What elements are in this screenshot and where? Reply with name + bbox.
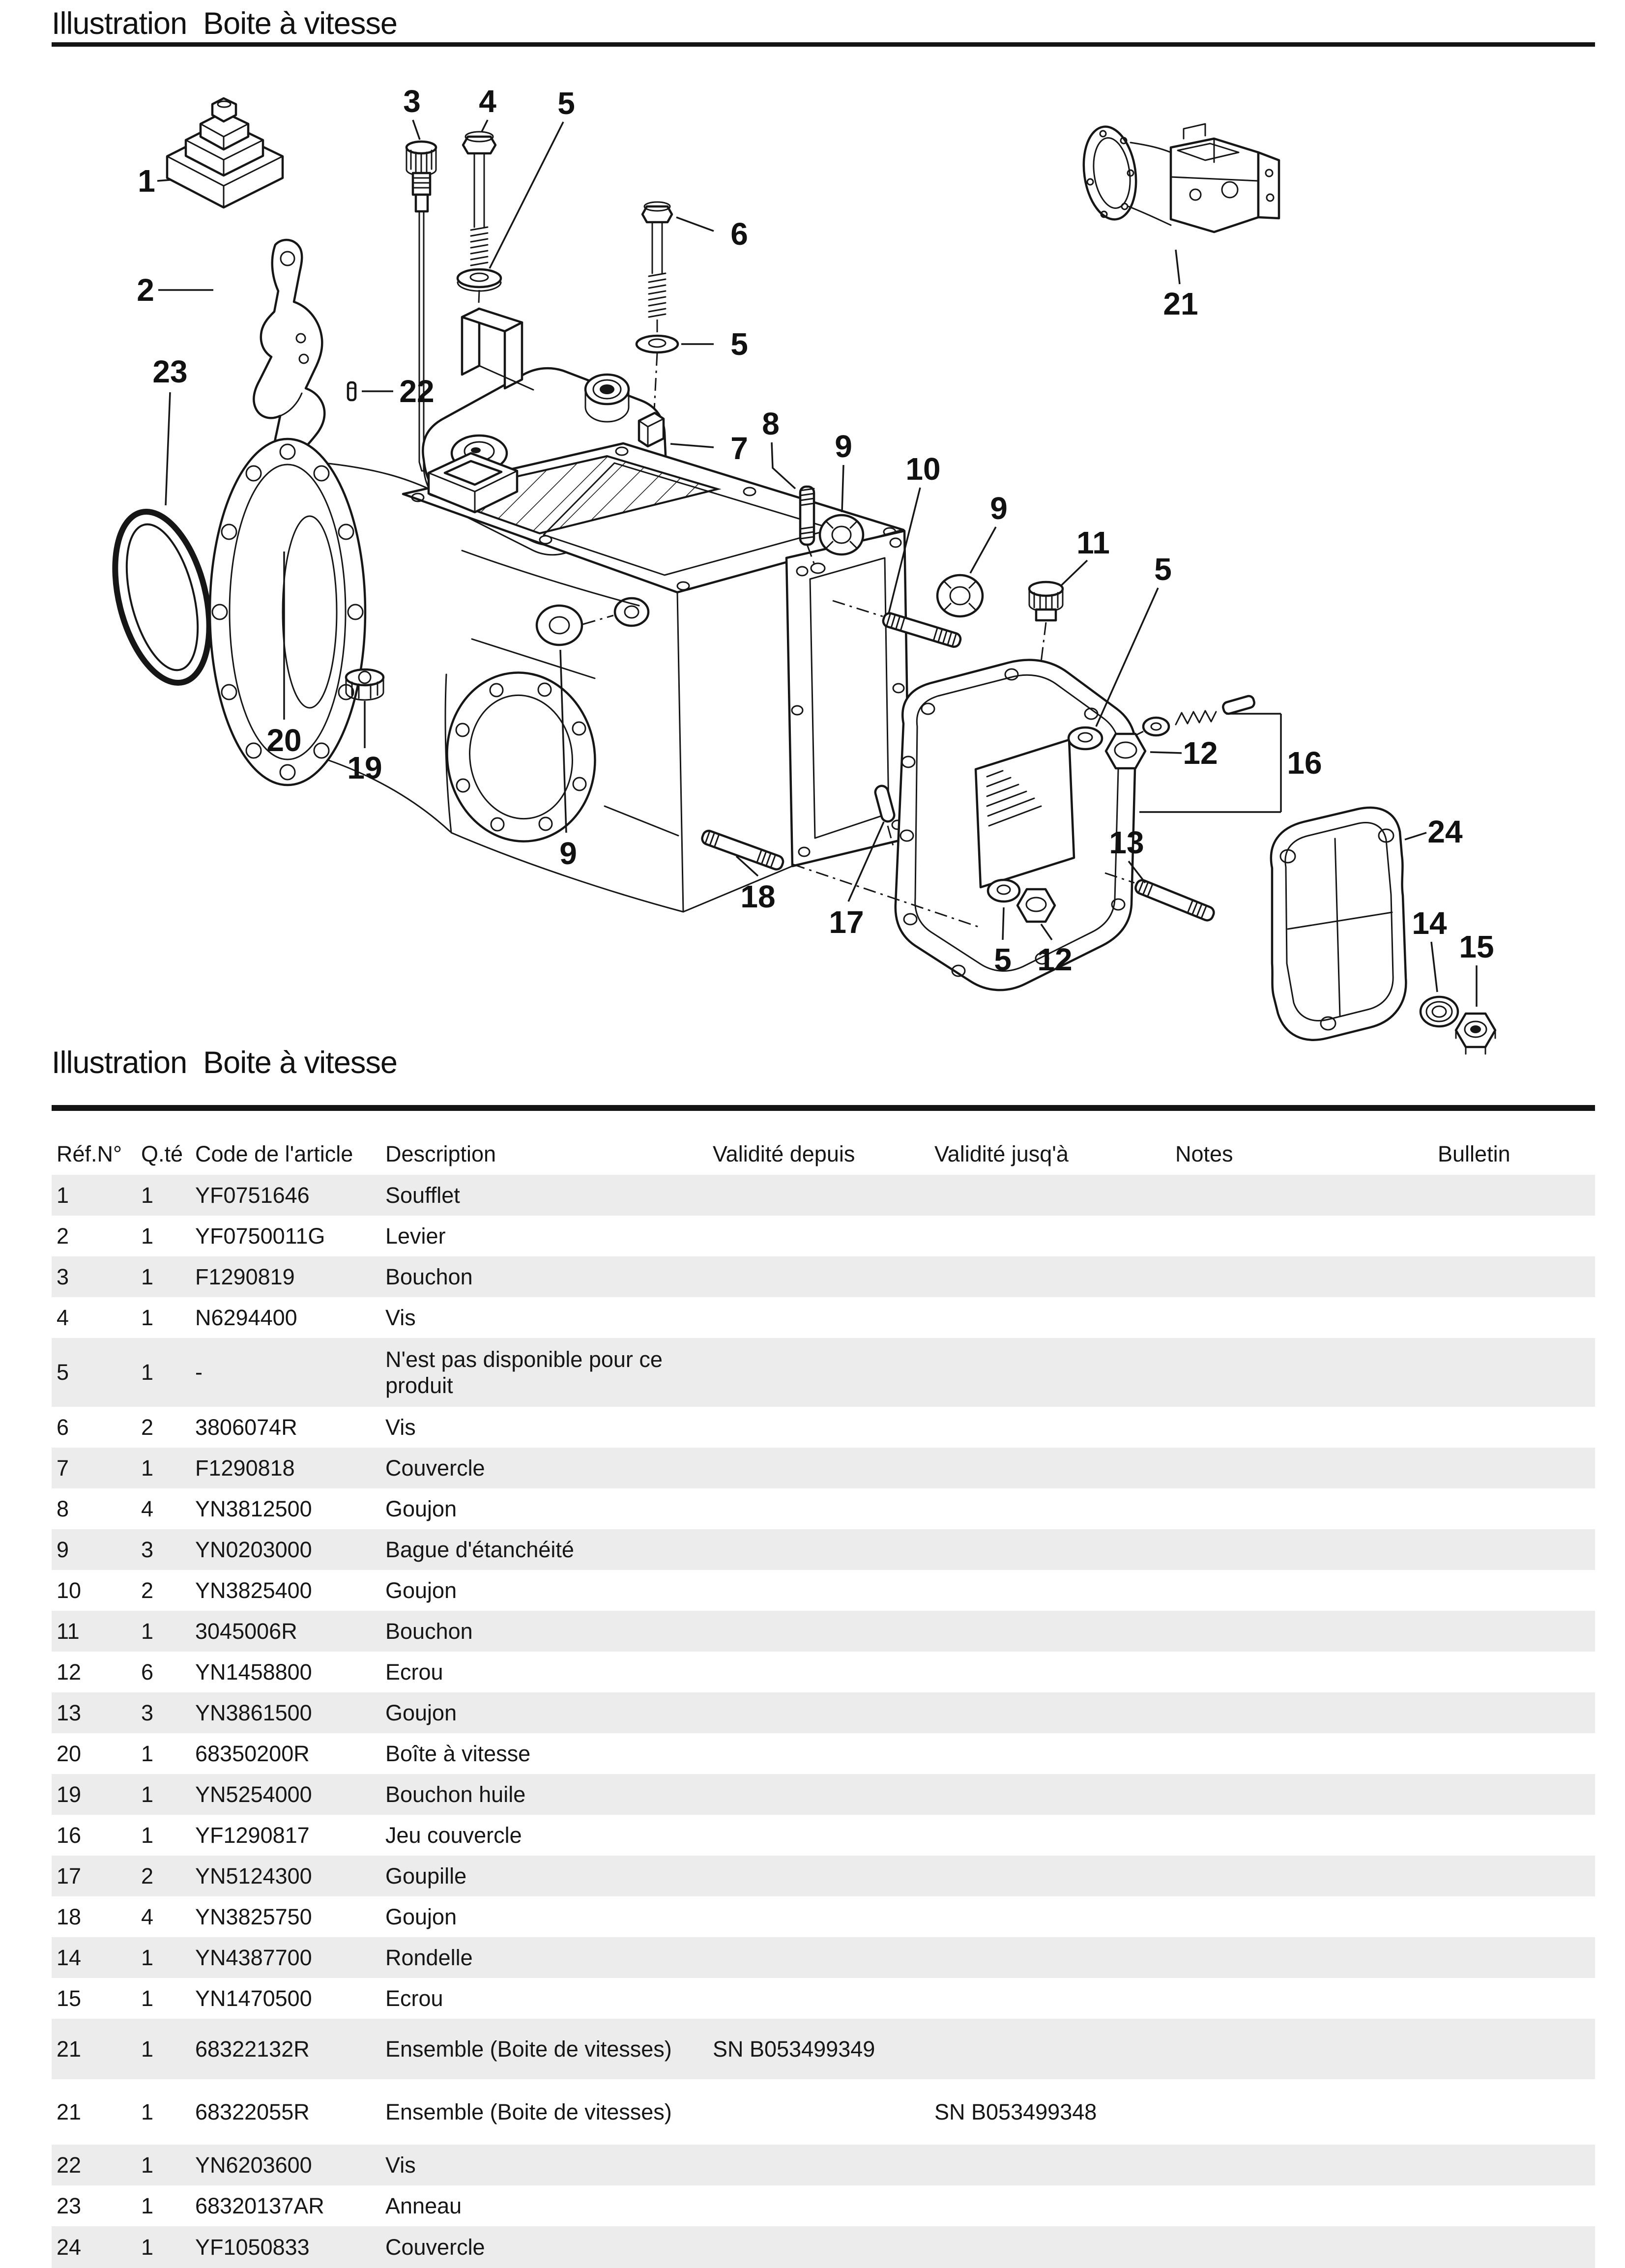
cell-code: 68322055R (195, 2099, 310, 2124)
cell-qty: 1 (141, 2099, 154, 2124)
cell-ref: 20 (57, 1741, 82, 1766)
cell-qty: 1 (141, 1455, 154, 1481)
cell-qty: 1 (141, 1822, 154, 1848)
callout-number: 12 (1037, 942, 1073, 977)
cell-ref: 14 (57, 1945, 82, 1970)
cell-code: YN5124300 (195, 1863, 312, 1889)
cell-desc: Vis (385, 1414, 416, 1440)
cell-qty: 1 (141, 1945, 154, 1970)
cell-qty: 1 (141, 2193, 154, 2218)
table-row (52, 1256, 1595, 1297)
callout-number: 19 (347, 750, 382, 785)
cell-desc: Boîte à vitesse (385, 1741, 531, 1766)
callout-number: 9 (559, 836, 577, 871)
cell-ref: 8 (57, 1496, 69, 1521)
cell-qty: 1 (141, 1985, 154, 2011)
cell-desc: Goujon (385, 1700, 457, 1725)
callout-number: 9 (990, 491, 1008, 526)
cell-ref: 18 (57, 1904, 82, 1929)
callout-number: 17 (829, 904, 864, 940)
exploded-diagram (0, 0, 1625, 1086)
part-16-jeu-couvercle (896, 660, 1281, 990)
cell-desc: Ecrou (385, 1659, 443, 1685)
callout-number: 23 (152, 354, 188, 389)
cell-code: 3806074R (195, 1414, 297, 1440)
table-row (52, 2185, 1595, 2226)
cell-ref: 2 (57, 1223, 69, 1249)
table-row (52, 2226, 1595, 2268)
cell-desc: Bouchon (385, 1264, 473, 1289)
cell-desc: Bouchon huile (385, 1781, 526, 1807)
part-24-couvercle (1271, 808, 1406, 1040)
table-row (52, 1733, 1595, 1774)
cell-code: 68322132R (195, 2036, 310, 2062)
cell-code: F1290818 (195, 1455, 295, 1481)
table-row (52, 2019, 1595, 2079)
table-row (52, 1570, 1595, 1611)
cell-code: YN3812500 (195, 1496, 312, 1521)
cell-desc: Anneau (385, 2193, 462, 2218)
callout-number: 5 (994, 942, 1012, 977)
callout-number: 2 (137, 272, 154, 308)
cell-ref: 24 (57, 2234, 82, 2260)
part-6-vis (642, 202, 672, 333)
part-2-levier (254, 240, 324, 462)
callout-number: 6 (730, 216, 748, 252)
part-14-rondelle (1421, 997, 1458, 1026)
cell-desc: Bouchon (385, 1618, 473, 1644)
table-row (52, 1896, 1595, 1937)
cell-code: 3045006R (195, 1618, 297, 1644)
table-row (52, 1856, 1595, 1896)
cell-ref: 1 (57, 1182, 69, 1208)
cell-code: YN3861500 (195, 1700, 312, 1725)
cell-code: YN0203000 (195, 1537, 312, 1562)
callout-number: 1 (138, 163, 155, 199)
cell-qty: 1 (141, 1360, 154, 1385)
cell-desc: Couvercle (385, 1455, 485, 1481)
cell-desc: Vis (385, 2152, 416, 2178)
callout-number: 8 (762, 406, 780, 441)
table-row (52, 1937, 1595, 1978)
callout-number: 5 (730, 326, 748, 362)
cell-ref: 16 (57, 1822, 82, 1848)
cell-ref: 10 (57, 1577, 82, 1603)
table-row (52, 1338, 1595, 1407)
table-row (52, 1216, 1595, 1256)
cell-qty: 2 (141, 1414, 154, 1440)
cell-desc: Jeu couvercle (385, 1822, 522, 1848)
part-5-rondelle-d (988, 880, 1019, 901)
cell-desc: Bague d'étanchéité (385, 1537, 574, 1562)
cell-qty: 1 (141, 1618, 154, 1644)
cell-ref: 23 (57, 2193, 82, 2218)
callout-number: 24 (1427, 814, 1463, 849)
cell-qty: 1 (141, 2036, 154, 2062)
cell-desc: Goujon (385, 1496, 457, 1521)
callout-number: 18 (740, 879, 776, 914)
cell-ref: 22 (57, 2152, 82, 2178)
callout-leader-7 (670, 444, 714, 447)
cell-desc: Vis (385, 1305, 416, 1330)
callout-number: 22 (399, 374, 435, 409)
cell-qty: 1 (141, 1741, 154, 1766)
table-row (52, 1692, 1595, 1733)
cell-code: YN6203600 (195, 2152, 312, 2178)
cell-qty: 1 (141, 1781, 154, 1807)
callout-number: 10 (905, 451, 941, 487)
callout-leader-9 (842, 465, 843, 512)
cell-desc: Ensemble (Boite de vitesses) (385, 2099, 672, 2124)
table-row (52, 1297, 1595, 1338)
cell-desc: Ensemble (Boite de vitesses) (385, 2036, 672, 2062)
callout-leader-21 (1176, 250, 1180, 284)
cell-qty: 1 (141, 1305, 154, 1330)
part-15-ecrou (1456, 1014, 1495, 1054)
callout-leader-5 (490, 122, 563, 268)
callout-leader-8 (772, 442, 795, 489)
cell-code: YN3825750 (195, 1904, 312, 1929)
callout-leader-23 (166, 392, 170, 505)
cell-code: 68320137AR (195, 2193, 324, 2218)
callout-leader-11 (1061, 560, 1087, 586)
col-header-qty: Q.té (141, 1141, 183, 1166)
cell-qty: 6 (141, 1659, 154, 1685)
col-header-ref: Réf.N° (57, 1141, 122, 1166)
callout-leader-6 (676, 217, 714, 231)
part-12-ecrou-b (1017, 889, 1055, 922)
table-row (52, 2145, 1595, 2185)
cell-qty: 1 (141, 1182, 154, 1208)
cell-code: 68350200R (195, 1741, 310, 1766)
callout-number: 4 (479, 84, 496, 119)
col-header-bulletin: Bulletin (1438, 1141, 1510, 1166)
cell-qty: 1 (141, 2234, 154, 2260)
cell-code: N6294400 (195, 1305, 297, 1330)
col-header-valid-to: Validité jusq'à (934, 1141, 1069, 1166)
cell-code: YF0750011G (195, 1223, 325, 1249)
table-row (52, 1611, 1595, 1652)
col-header-code: Code de l'article (195, 1141, 353, 1166)
table-row (52, 1448, 1595, 1488)
table-row (52, 1488, 1595, 1529)
cell-ref: 6 (57, 1414, 69, 1440)
cell-qty: 1 (141, 2152, 154, 2178)
cell-qty: 1 (141, 1264, 154, 1289)
callout-number: 20 (266, 723, 302, 758)
cell-code: YN1458800 (195, 1659, 312, 1685)
col-header-description: Description (385, 1141, 496, 1166)
cell-ref: 3 (57, 1264, 69, 1289)
callout-number: 3 (403, 84, 421, 119)
callout-number: 5 (557, 86, 575, 121)
cell-ref: 12 (57, 1659, 82, 1685)
callout-leader-12 (1150, 752, 1182, 753)
cell-code: - (195, 1360, 203, 1385)
table-section-title: Illustration Boite à vitesse (52, 1046, 397, 1080)
callout-number: 15 (1459, 929, 1494, 964)
table-row (52, 1978, 1595, 2019)
cell-ref: 15 (57, 1985, 82, 2011)
callout-number: 14 (1412, 905, 1447, 941)
cell-ref: 7 (57, 1455, 69, 1481)
cell-qty: 2 (141, 1577, 154, 1603)
callout-leader-5 (1096, 588, 1158, 727)
part-5-rondelle-a (458, 269, 501, 291)
cell-to: SN B053499348 (934, 2099, 1097, 2124)
cell-ref: 21 (57, 2099, 82, 2124)
callout-leader-14 (1431, 942, 1437, 992)
cell-desc: Ecrou (385, 1985, 443, 2011)
cell-qty: 1 (141, 1223, 154, 1249)
cell-desc: Goujon (385, 1904, 457, 1929)
part-1-soufflet (167, 98, 283, 207)
cell-desc: Rondelle (385, 1945, 473, 1970)
cell-ref: 19 (57, 1781, 82, 1807)
part-9-bague-a (820, 515, 863, 554)
callout-leader-5 (1003, 907, 1004, 940)
cell-ref: 5 (57, 1360, 69, 1385)
table-row (52, 1774, 1595, 1815)
cell-ref: 13 (57, 1700, 82, 1725)
cell-ref: 4 (57, 1305, 69, 1330)
callout-number: 9 (835, 429, 852, 464)
cell-ref: 17 (57, 1863, 82, 1889)
col-header-valid-from: Validité depuis (713, 1141, 855, 1166)
cell-code: YN5254000 (195, 1781, 312, 1807)
callout-number: 7 (730, 431, 748, 466)
cell-code: YF1050833 (195, 2234, 310, 2260)
table-header-row (52, 1134, 1595, 1175)
callout-number: 13 (1109, 825, 1144, 860)
callout-number: 12 (1183, 735, 1218, 771)
table-row (52, 1529, 1595, 1570)
table-row (52, 1652, 1595, 1692)
cell-code: YN4387700 (195, 1945, 312, 1970)
callout-number: 5 (1154, 552, 1172, 587)
page-title: Illustration Boite à vitesse (52, 6, 397, 41)
callout-leader-1 (157, 180, 170, 181)
cell-code: YN1470500 (195, 1985, 312, 2011)
cell-ref: 11 (57, 1618, 80, 1644)
cell-desc: Soufflet (385, 1182, 460, 1208)
cell-qty: 4 (141, 1904, 154, 1929)
cell-ref: 21 (57, 2036, 82, 2062)
callout-leader-4 (482, 120, 488, 132)
cell-ref: 9 (57, 1537, 69, 1562)
cell-qty: 3 (141, 1537, 154, 1562)
part-21-ensemble (1078, 123, 1279, 232)
cell-desc: Goupille (385, 1863, 467, 1889)
cell-qty: 2 (141, 1863, 154, 1889)
callout-number: 16 (1287, 745, 1322, 781)
table-row (52, 2079, 1595, 2145)
col-header-notes: Notes (1175, 1141, 1233, 1166)
table-row (52, 1407, 1595, 1448)
cell-desc: N'est pas disponible pour ce produit (385, 1346, 663, 1398)
cell-code: YN3825400 (195, 1577, 312, 1603)
callout-leader-9 (970, 527, 996, 573)
callout-number: 21 (1163, 286, 1198, 321)
part-5-rondelle-c (1069, 727, 1102, 749)
cell-qty: 4 (141, 1496, 154, 1521)
cell-qty: 3 (141, 1700, 154, 1725)
cell-from: SN B053499349 (713, 2036, 875, 2062)
cell-desc: Goujon (385, 1577, 457, 1603)
callout-leader-3 (413, 120, 420, 140)
part-19-bouchon-huile (346, 669, 383, 700)
part-9-bague-b (937, 575, 983, 616)
part-22-vis-pin (348, 382, 355, 400)
cell-code: F1290819 (195, 1264, 295, 1289)
cell-code: YF0751646 (195, 1182, 310, 1208)
part-23-anneau (99, 502, 226, 693)
cell-desc: Couvercle (385, 2234, 485, 2260)
parts-table (52, 1175, 1595, 2268)
callout-leader-24 (1405, 833, 1426, 840)
divider-table (52, 1105, 1595, 1111)
part-12-ecrou-a (1106, 734, 1145, 768)
table-row (52, 1815, 1595, 1856)
cell-code: YF1290817 (195, 1822, 310, 1848)
callout-number: 11 (1076, 525, 1110, 560)
cell-desc: Levier (385, 1223, 446, 1249)
table-row (52, 1175, 1595, 1216)
